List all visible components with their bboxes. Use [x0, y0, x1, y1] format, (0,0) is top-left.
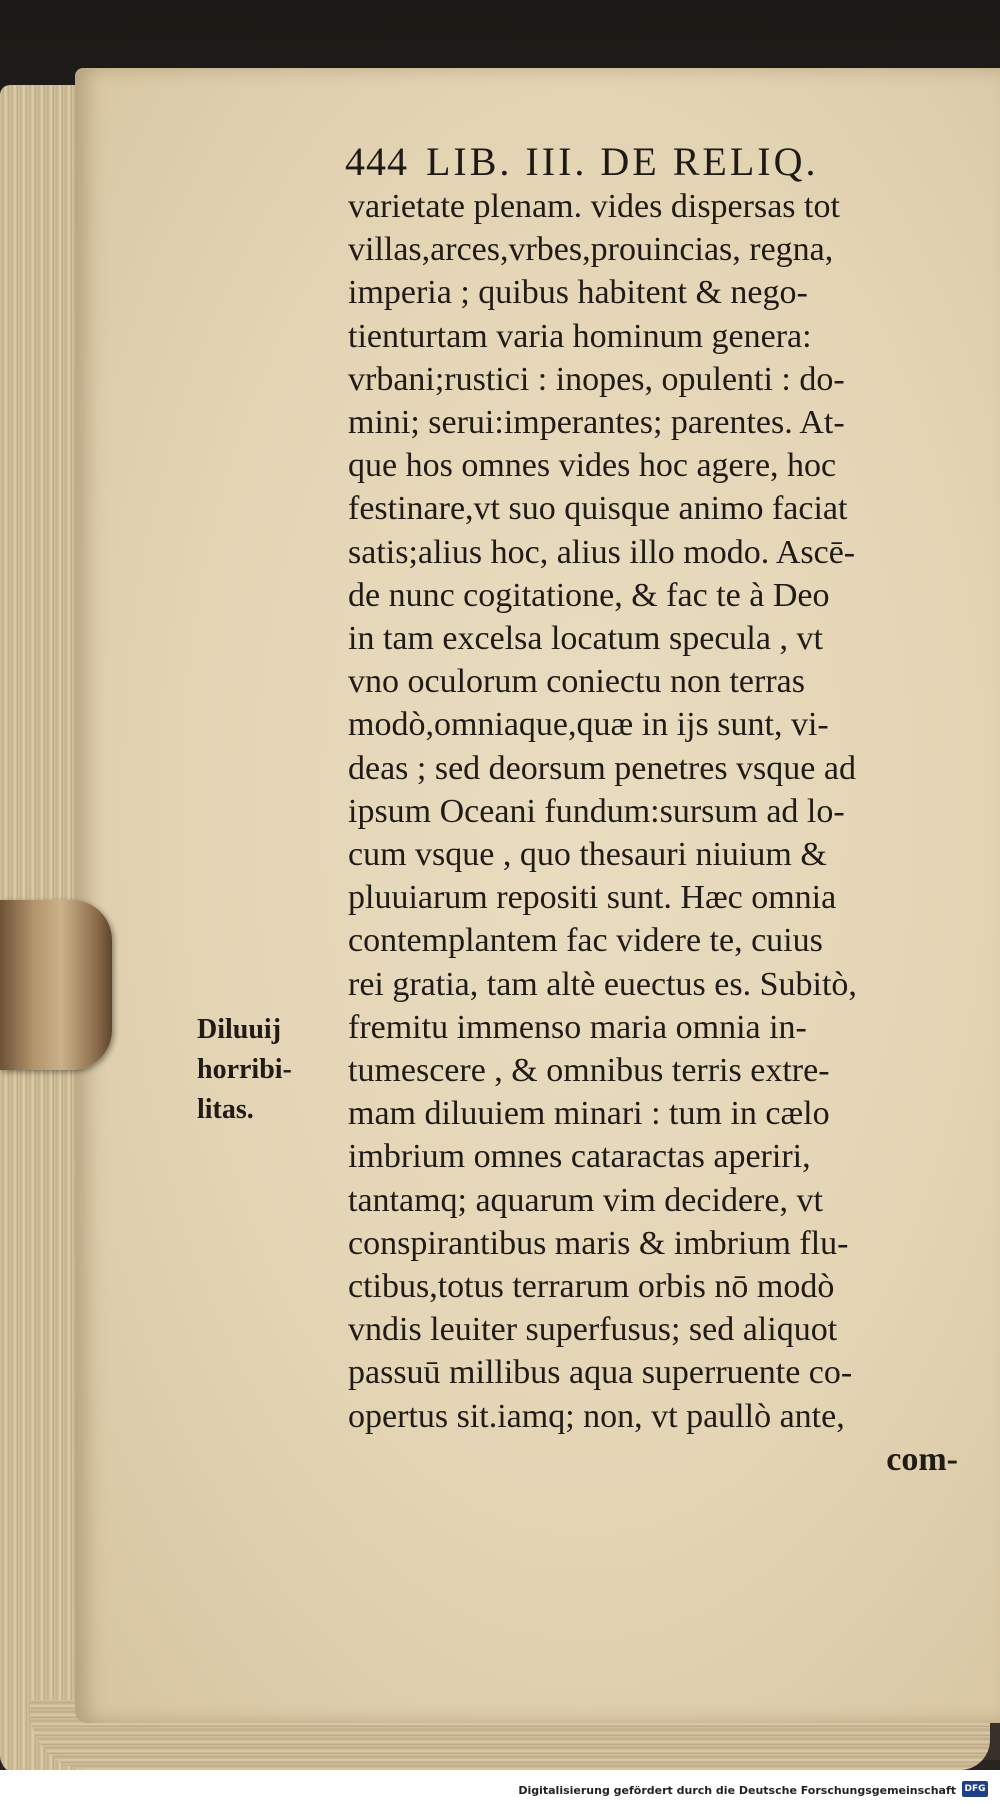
text-line: fremitu immenso maria omnia in- — [348, 1008, 807, 1046]
leather-tab — [0, 900, 112, 1070]
text-line: que hos omnes vides hoc agere, hoc — [348, 447, 837, 485]
text-line: deas ; sed deorsum penetres vsque ad — [348, 749, 856, 787]
marginal-line: Diluuij — [197, 1014, 282, 1045]
text-line: imbrium omnes cataractas aperiri, — [348, 1138, 811, 1176]
catchword: com- — [886, 1440, 958, 1478]
text-line: passuū millibus aqua superruente co- — [348, 1354, 853, 1392]
text-line: ctibus,totus terrarum orbis nō modò — [348, 1268, 835, 1306]
text-line: tantamq; aquarum vim decidere, vt — [348, 1181, 823, 1219]
marginal-line: horribi- — [197, 1054, 292, 1085]
text-line: pluuiarum repositi sunt. Hæc omnia — [348, 879, 837, 917]
page-number: 444 — [345, 139, 408, 184]
text-line: satis;alius hoc, alius illo modo. Ascē- — [348, 533, 856, 571]
text-line: rei gratia, tam altè euectus es. Subitò, — [348, 965, 857, 1003]
text-line: modò,omniaque,quæ in ijs sunt, vi- — [348, 706, 829, 744]
text-line: mini; serui:imperantes; parentes. At- — [348, 404, 845, 442]
footer-credit: Digitalisierung gefördert durch die Deutsche Forschungsgemeinschaft — [518, 1784, 956, 1797]
text-line: conspirantibus maris & imbrium flu- — [348, 1224, 849, 1262]
text-line: contemplantem fac videre te, cuius — [348, 922, 823, 960]
text-line: vrbani;rustici : inopes, opulenti : do- — [348, 360, 845, 398]
text-line: mam diluuiem minari : tum in cælo — [348, 1095, 830, 1133]
text-line: de nunc cogitatione, & fac te à Deo — [348, 576, 830, 614]
text-line: in tam excelsa locatum specula , vt — [348, 620, 823, 658]
text-line: cum vsque , quo thesauri niuium & — [348, 836, 827, 874]
marginal-line: litas. — [197, 1094, 254, 1125]
text-line: vno oculorum coniectu non terras — [348, 663, 805, 701]
text-line: imperia ; quibus habitent & nego- — [348, 274, 808, 312]
running-title: LIB. III. DE RELIQ. — [426, 139, 819, 184]
text-line: varietate plenam. vides dispersas tot — [348, 188, 840, 225]
text-line: vndis leuiter superfusus; sed aliquot — [348, 1311, 838, 1349]
running-header — [345, 138, 818, 185]
dfg-logo: DFG — [962, 1781, 988, 1797]
text-line: festinare,vt suo quisque animo faciat — [348, 490, 848, 528]
text-line: villas,arces,vrbes,prouincias, regna, — [348, 231, 834, 269]
body-text — [348, 185, 978, 1481]
text-line: opertus sit.iamq; non, vt paullò ante, — [348, 1397, 845, 1435]
text-line: tienturtam varia hominum genera: — [348, 317, 812, 355]
text-line: tumescere , & omnibus terris extre- — [348, 1052, 830, 1090]
text-line: ipsum Oceani fundum:sursum ad lo- — [348, 792, 845, 830]
marginal-note — [197, 1010, 327, 1130]
